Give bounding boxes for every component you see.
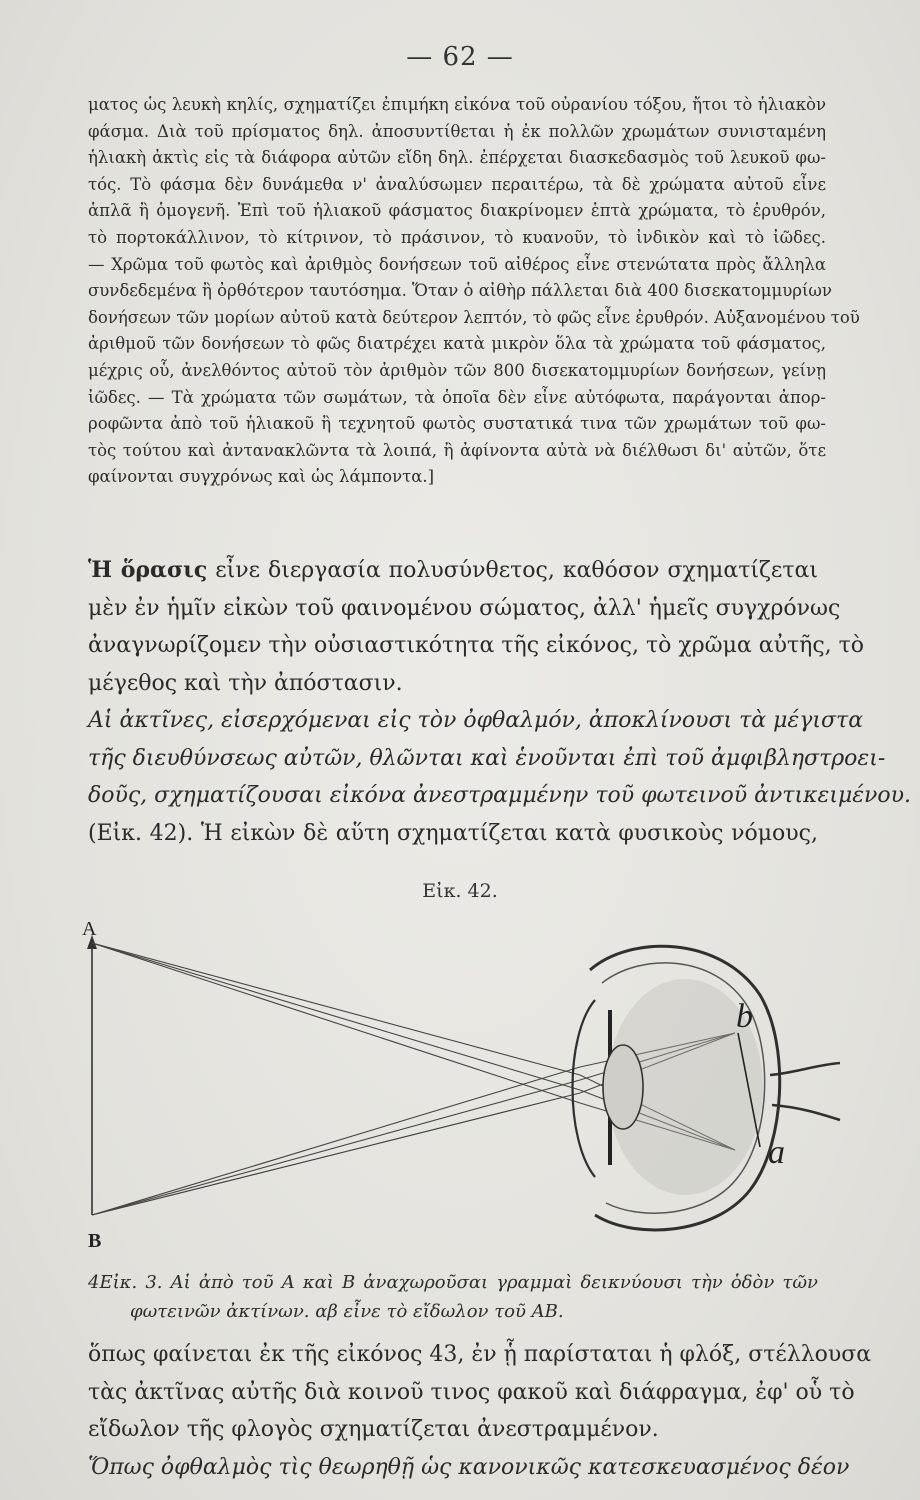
text-line: ματος ὡς λευκὴ κηλίς, σχηματίζει ἐπιμήκη εἰκόνα τοῦ οὐρανίου τόξου, ἤτοι τὸ ἡλιακὸν <box>88 95 826 114</box>
figure-caption <box>88 1268 818 1326</box>
text-line: φάσμα. Διὰ τοῦ πρίσματος δηλ. ἀποσυντίθεται ἡ ἐκ πολλῶν χρωμάτων συνισταμένη <box>88 121 826 141</box>
text-line: μὲν ἐν ἡμῖν εἰκὼν τοῦ φαινομένου σώματος, ἀλλ' ἡμεῖς συγχρόνως <box>88 595 841 621</box>
text-line: δονήσεων τῶν μορίων αὐτοῦ κατὰ δεύτερον λεπτόν, τὸ φῶς εἶνε ἐρυθρόν. Αὐξανομένου τοῦ <box>88 307 860 327</box>
italic-line: Ὅπως ὀφθαλμὸς τὶς θεωρηθῇ ὡς κανονικῶς κατεσκευασμένος δέον <box>88 1454 850 1480</box>
eye-ray-diagram <box>70 915 850 1265</box>
eye-diagram-svg <box>70 915 850 1265</box>
text-line: εἴδωλον τῆς φλογὸς σχηματίζεται ἀνεστραμμένον. <box>88 1417 659 1442</box>
text-line: μέγεθος καὶ τὴν ἀπόστασιν. <box>88 670 403 696</box>
ray-line <box>92 943 580 1103</box>
text-line: ἡλιακὴ ἀκτὶς εἰς τὰ διάφορα αὐτῶν εἴδη δηλ. ἐπέρχεται διασκεδασμὸς τοῦ λευκοῦ φω- <box>88 148 826 168</box>
italic-line: δοῦς, σχηματίζουσαι εἰκόνα ἀνεστραμμένην τοῦ φωτεινοῦ ἀντικειμένου. <box>88 783 912 808</box>
italic-line: Αἱ ἀκτῖνες, εἰσερχόμεναι εἰς τὸν ὀφθαλμόν, ἀποκλίνουσι τὰ μέγιστα <box>88 708 864 733</box>
figure-label: Εἰκ. 42. <box>422 880 498 902</box>
figure-letter-a: a <box>768 1134 785 1171</box>
small-print-paragraph <box>88 92 860 491</box>
text-line: ἰῶδες. — Τὰ χρώματα τῶν σωμάτων, τὰ ὁποῖα δὲν εἶνε αὐτόφωτα, παράγονται ἀπορ- <box>88 387 826 407</box>
ray-line <box>92 1093 580 1215</box>
text-line: — Χρῶμα τοῦ φωτὸς καὶ ἀριθμὸς δονήσεων τοῦ αἰθέρος εἶνε στενώτατα πρὸς ἄλληλα <box>88 254 826 274</box>
text-line: ἀριθμοῦ τῶν δονήσεων τὸ φῶς διατρέχει κατὰ μικρὸν ὅλα τὰ χρώματα τοῦ φάσματος, <box>88 334 826 354</box>
figure-letter-A: A <box>82 918 97 940</box>
eye-lens <box>603 1045 643 1129</box>
ray-line <box>92 943 580 1075</box>
text-line: ροφῶντα ἀπὸ τοῦ ἡλιακοῦ ἢ τεχνητοῦ φωτὸς συστατικά τινα τῶν χρωμάτων τοῦ φω- <box>88 414 826 434</box>
text-line: ἁπλᾶ ἢ ὁμογενῆ. Ἐπὶ τοῦ ἡλιακοῦ φάσματος διακρίνομεν ἑπτὰ χρώματα, τὸ ἐρυθρόν, <box>88 201 826 221</box>
ray-line <box>92 1067 580 1215</box>
text-line: ὅπως φαίνεται ἐκ τῆς εἰκόνος 43, ἐν ᾗ παρίσταται ἡ φλόξ, στέλλουσα <box>88 1342 872 1367</box>
text-line: τὸ πορτοκάλλινον, τὸ κίτρινον, τὸ πράσινον, τὸ κυανοῦν, τὸ ἰνδικὸν καὶ τὸ ἰῶδες. <box>88 227 826 247</box>
page-number: — 62 — <box>406 42 514 72</box>
text-line <box>88 552 818 590</box>
figure-letter-B: B <box>88 1230 102 1252</box>
text-fragment: εἶνε διεργασία πολυσύνθετος, καθόσον σχηματίζεται <box>215 558 818 583</box>
text-line: μέχρις οὗ, ἀνελθόντος αὐτοῦ τὸν ἀριθμὸν τῶν 800 δισεκατομμυρίων δονήσεων, γείνῃ <box>88 360 826 380</box>
bottom-paragraph <box>88 1336 872 1486</box>
text-line: ἀναγνωρίζομεν τὴν οὐσιαστικότητα τῆς εἰκόνος, τὸ χρῶμα αὐτῆς, τὸ <box>88 633 865 658</box>
figure-letter-b: b <box>736 998 753 1035</box>
text-line: φαίνονται συγχρόνως καὶ ὡς λάμποντα.] <box>88 467 435 487</box>
text-line: τός. Τὸ φάσμα δὲν δυνάμεθα ν' ἀναλύσωμεν περαιτέρω, τὰ δὲ χρώματα αὐτοῦ εἶνε <box>88 174 826 194</box>
bold-term: Ἡ ὅρασις <box>88 557 208 583</box>
main-paragraph <box>88 552 912 852</box>
text-line: συνδεδεμένα ἢ ὀρθότερον ταυτόσημα. Ὅταν ὁ αἰθὴρ πάλλεται διὰ 400 δισεκατομμυρίων <box>88 281 832 301</box>
italic-line: τῆς διευθύνσεως αὐτῶν, θλῶνται καὶ ἑνοῦνται ἐπὶ τοῦ ἀμφιβληστροει- <box>88 745 886 771</box>
optic-nerve <box>772 1105 840 1120</box>
ray-line <box>92 1080 580 1215</box>
text-line: τὰς ἀκτῖνας αὐτῆς διὰ κοινοῦ τινος φακοῦ καὶ διάφραγμα, ἐφ' οὗ τὸ <box>88 1379 855 1405</box>
caption-line: φωτεινῶν ἀκτίνων. αβ εἶνε τὸ εἴδωλον τοῦ ΑΒ. <box>130 1301 564 1322</box>
text-line: τὸς τούτου καὶ ἀντανακλῶντα τὰ λοιπά, ἢ ἀφίνοντα αὐτὰ νὰ διέλθωσι δι' αὐτῶν, ὅτε <box>88 440 826 460</box>
text-line: (Εἰκ. 42). Ἡ εἰκὼν δὲ αὕτη σχηματίζεται κατὰ φυσικοὺς νόμους, <box>88 820 818 846</box>
caption-line: 4Εἰκ. 3. Αἱ ἀπὸ τοῦ Α καὶ Β ἀναχωροῦσαι γραμμαὶ δεικνύουσι τὴν ὁδὸν τῶν <box>88 1272 818 1293</box>
ray-line <box>92 943 580 1090</box>
